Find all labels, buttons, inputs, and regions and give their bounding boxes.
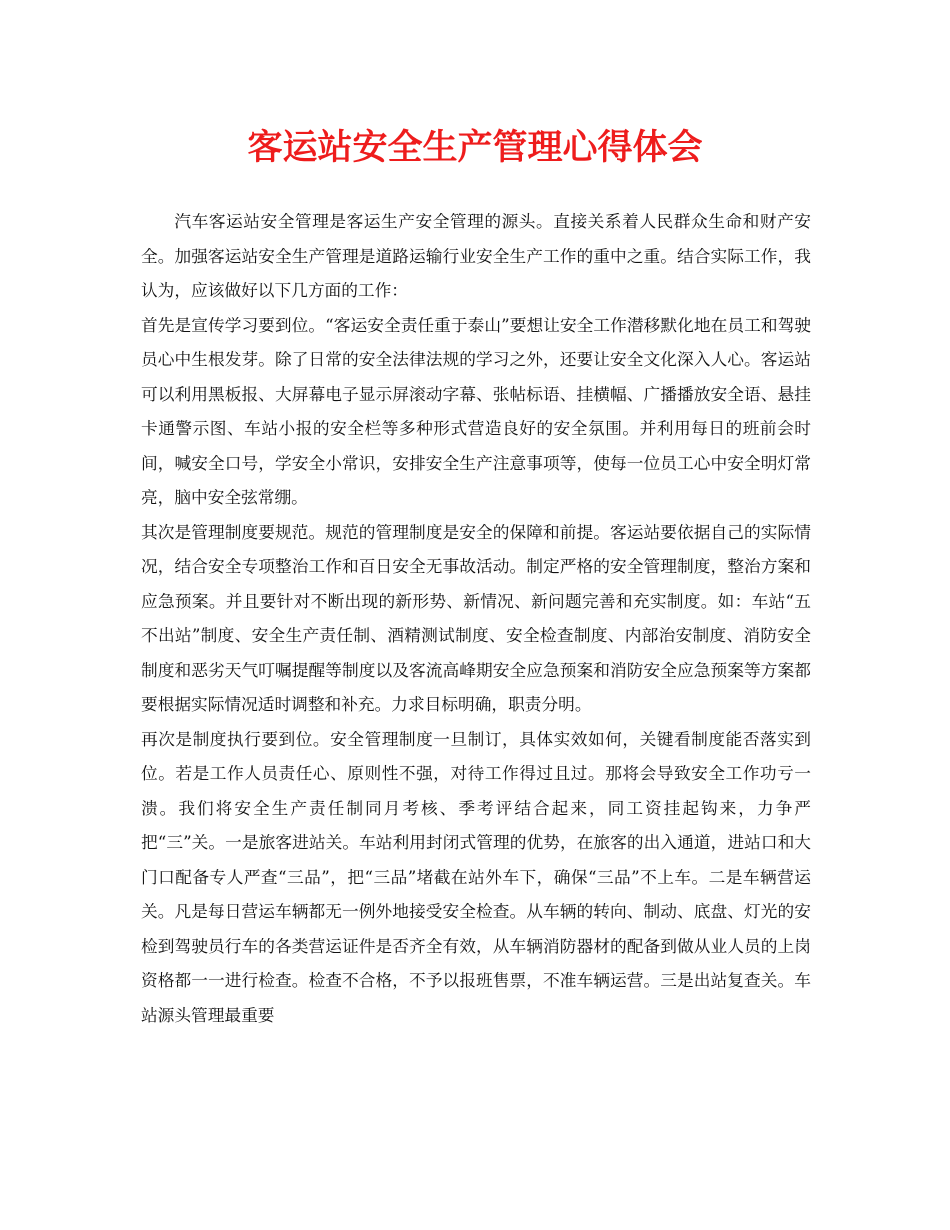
paragraph-regulations: 其次是管理制度要规范。规范的管理制度是安全的保障和前提。客运站要依据自己的实际情况，结合安全专项整治工作和百日安全无事故活动。制定严格的安全管理制度，整治方案和应急预案。并且要针对不断出现的新形势、新情况、新问题完善和充实制度。如：车站“五不出站”制度、安全生产责任制、酒精测试制度、安全检查制度、内部治安制度、消防安全制度和恶劣天气叮嘱提醒等制度以及客流高峰期安全应急预案和消防安全应急预案等方案都要根据实际情况适时调整和补充。力求目标明确，职责分明。 [141, 521, 811, 714]
document-title: 客运站安全生产管理心得体会 [247, 127, 703, 168]
document-body [141, 204, 811, 1032]
paragraph-enforcement: 再次是制度执行要到位。安全管理制度一旦制订，具体实效如何，关键看制度能否落实到位。若是工作人员责任心、原则性不强，对待工作得过且过。那将会导致安全工作功亏一溃。我们将安全生产责任制同月考核、季考评结合起来，同工资挂起钩来，力争严把“三”关。一是旅客进站关。车站利用封闭式管理的优势，在旅客的出入通道，进站口和大门口配备专人严查“三品”，把“三品”堵截在站外车下，确保“三品”不上车。二是车辆营运关。凡是每日营运车辆都无一例外地接受安全检查。从车辆的转向、制动、底盘、灯光的安检到驾驶员行车的各类营运证件是否齐全有效，从车辆消防器材的配备到做从业人员的上岗资格都一一进行检查。检查不合格，不予以报班售票，不准车辆运营。三是出站复查关。车站源头管理最重要 [141, 728, 811, 1025]
paragraph-publicity: 首先是宣传学习要到位。“客运安全责任重于泰山”要想让安全工作潜移默化地在员工和驾驶员心中生根发芽。除了日常的安全法律法规的学习之外，还要让安全文化深入人心。客运站可以利用黑板报、大屏幕电子显示屏滚动字幕、张帖标语、挂横幅、广播播放安全语、悬挂卡通警示图、车站小报的安全栏等多种形式营造良好的安全氛围。并利用每日的班前会时间，喊安全口号，学安全小常识，安排安全生产注意事项等，使每一位员工心中安全明灯常亮，脑中安全弦常绷。 [141, 314, 811, 507]
paragraph-intro: 汽车客运站安全管理是客运生产安全管理的源头。直接关系着人民群众生命和财产安全。加强客运站安全生产管理是道路运输行业安全生产工作的重中之重。结合实际工作，我认为，应该做好以下几方面的工作： [141, 211, 811, 300]
